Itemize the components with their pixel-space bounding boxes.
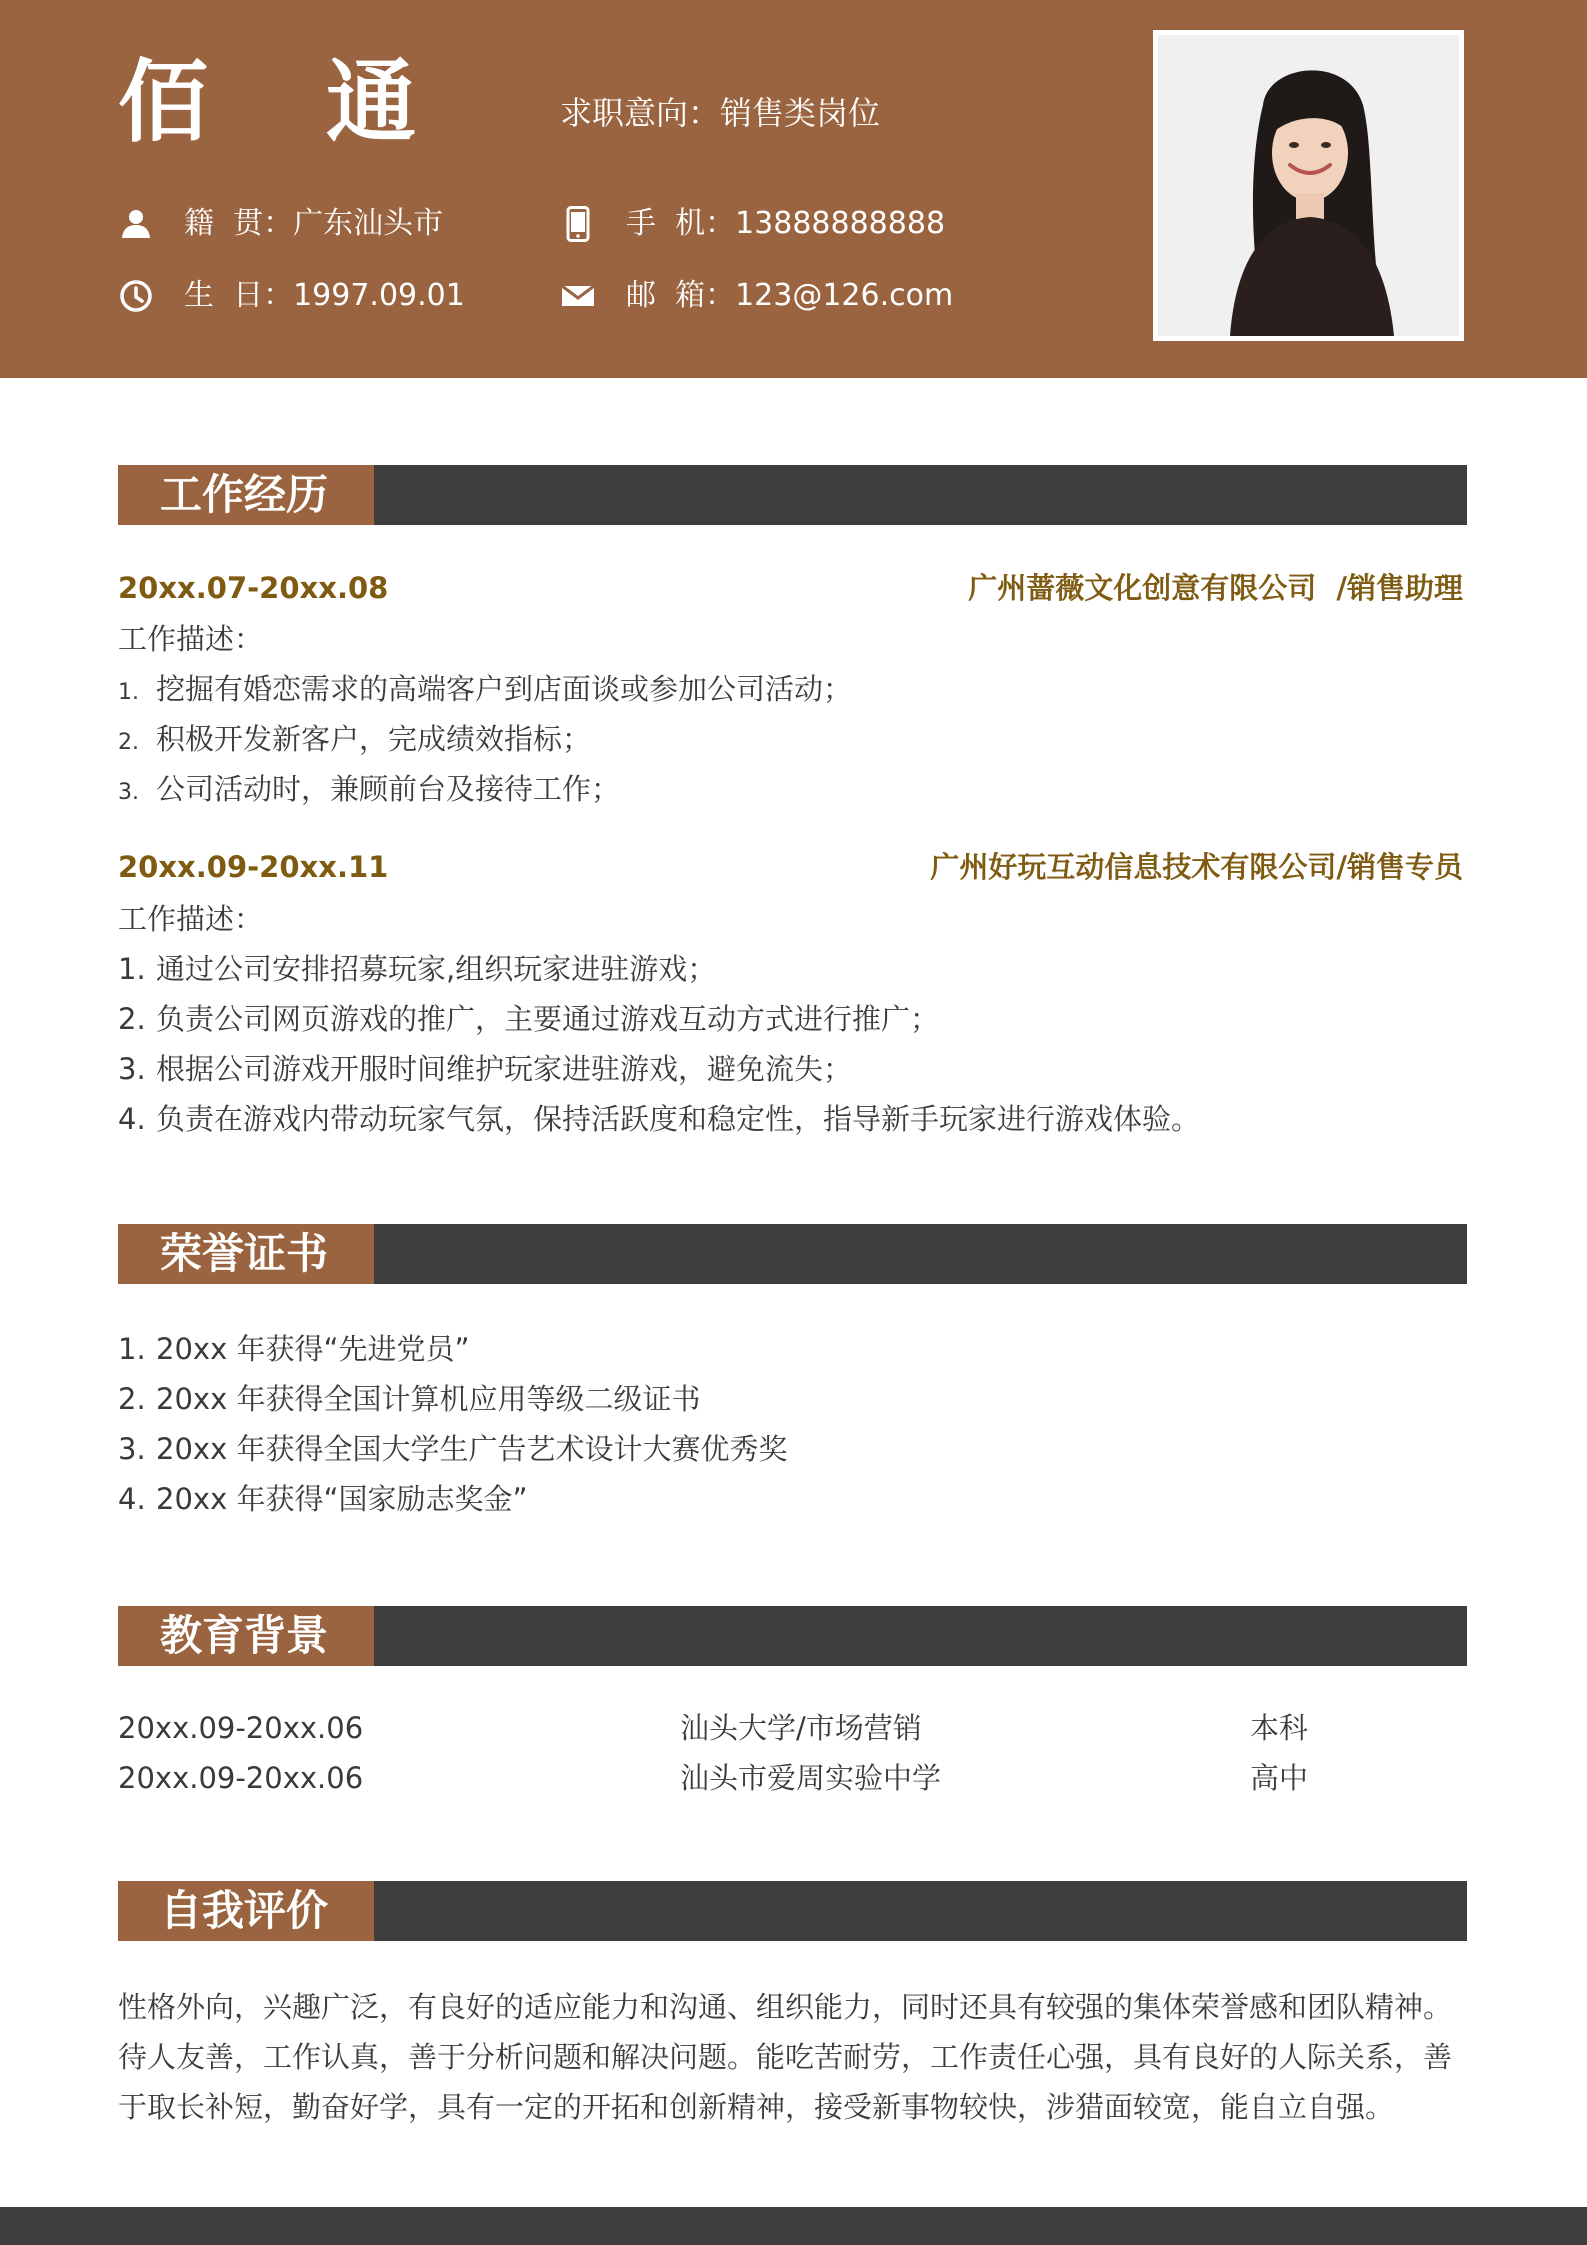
job-1-item-3: 3. 公司活动时，兼顾前台及接待工作；	[118, 772, 621, 806]
job-2-item-3: 3. 根据公司游戏开服时间维护玩家进驻游戏，避免流失；	[118, 1052, 853, 1086]
edu-1-period: 20xx.09-20xx.06	[118, 1711, 364, 1745]
portrait-image	[1158, 35, 1459, 336]
honor-item-4: 4. 20xx 年获得“国家励志奖金”	[118, 1482, 528, 1516]
edu-2-period: 20xx.09-20xx.06	[118, 1761, 364, 1795]
job-2-desc-label: 工作描述：	[118, 902, 264, 936]
job-2-company: 广州好玩互动信息技术有限公司/销售专员	[930, 850, 1463, 884]
job-1-item-1: 1. 挖掘有婚恋需求的高端客户到店面谈或参加公司活动；	[118, 672, 853, 706]
honor-item-2: 2. 20xx 年获得全国计算机应用等级二级证书	[118, 1382, 701, 1416]
edu-2-school: 汕头市爱周实验中学	[680, 1761, 942, 1795]
hometown-row	[118, 202, 443, 246]
phone-icon	[560, 206, 596, 242]
section-education	[118, 1606, 1467, 1666]
candidate-name	[118, 48, 418, 158]
section-honors	[118, 1224, 1467, 1284]
mail-icon	[560, 278, 596, 314]
name-char-1: 佰	[118, 50, 210, 155]
birthday-text: 生 日：1997.09.01	[184, 278, 465, 313]
person-icon	[118, 206, 154, 242]
honor-item-1: 1. 20xx 年获得“先进党员”	[118, 1332, 470, 1366]
job-1-header	[118, 567, 1463, 609]
job-2-header	[118, 846, 1463, 888]
section-work	[118, 465, 1467, 525]
resume-header	[0, 0, 1587, 378]
section-work-title: 工作经历	[118, 465, 374, 525]
job-1-item-2: 2. 积极开发新客户，完成绩效指标；	[118, 722, 592, 756]
edu-2-degree: 高中	[1250, 1761, 1309, 1795]
email-text: 邮 箱：123@126.com	[626, 278, 954, 313]
email-row	[560, 274, 953, 318]
name-char-2: 通	[326, 50, 418, 155]
section-self-eval-title: 自我评价	[118, 1881, 374, 1941]
edu-1-degree: 本科	[1250, 1711, 1309, 1745]
section-education-title: 教育背景	[118, 1606, 374, 1666]
section-honors-title: 荣誉证书	[118, 1224, 374, 1284]
job-1-company: 广州蔷薇文化创意有限公司 /销售助理	[968, 571, 1463, 605]
edu-1-school: 汕头大学/市场营销	[680, 1711, 922, 1745]
job-intent: 求职意向：销售类岗位	[560, 94, 881, 132]
profile-photo	[1153, 30, 1464, 341]
job-2-item-4: 4. 负责在游戏内带动玩家气氛，保持活跃度和稳定性，指导新手玩家进行游戏体验。	[118, 1102, 1201, 1136]
honor-item-3: 3. 20xx 年获得全国大学生广告艺术设计大赛优秀奖	[118, 1432, 788, 1466]
job-1-desc-label: 工作描述：	[118, 622, 264, 656]
phone-row	[560, 202, 945, 246]
job-2-item-1: 1. 通过公司安排招募玩家,组织玩家进驻游戏；	[118, 952, 717, 986]
job-2-item-2: 2. 负责公司网页游戏的推广，主要通过游戏互动方式进行推广；	[118, 1002, 940, 1036]
hometown-text: 籍 贯：广东汕头市	[184, 206, 444, 241]
job-2-period: 20xx.09-20xx.11	[118, 850, 389, 884]
job-1-period: 20xx.07-20xx.08	[118, 571, 389, 605]
phone-text: 手 机：13888888888	[626, 206, 946, 241]
footer-bar	[0, 2207, 1587, 2245]
birthday-row	[118, 274, 465, 318]
clock-icon	[118, 278, 154, 314]
self-eval-text: 性格外向，兴趣广泛，有良好的适应能力和沟通、组织能力，同时还具有较强的集体荣誉感和团队精神。待人友善，工作认真，善于分析问题和解决问题。能吃苦耐劳，工作责任心强，具有良好的人际关系，善于取长补短，勤奋好学，具有一定的开拓和创新精神，接受新事物较快，涉猎面较宽，能自立自强。	[118, 1990, 1453, 2124]
section-self-eval	[118, 1881, 1467, 1941]
